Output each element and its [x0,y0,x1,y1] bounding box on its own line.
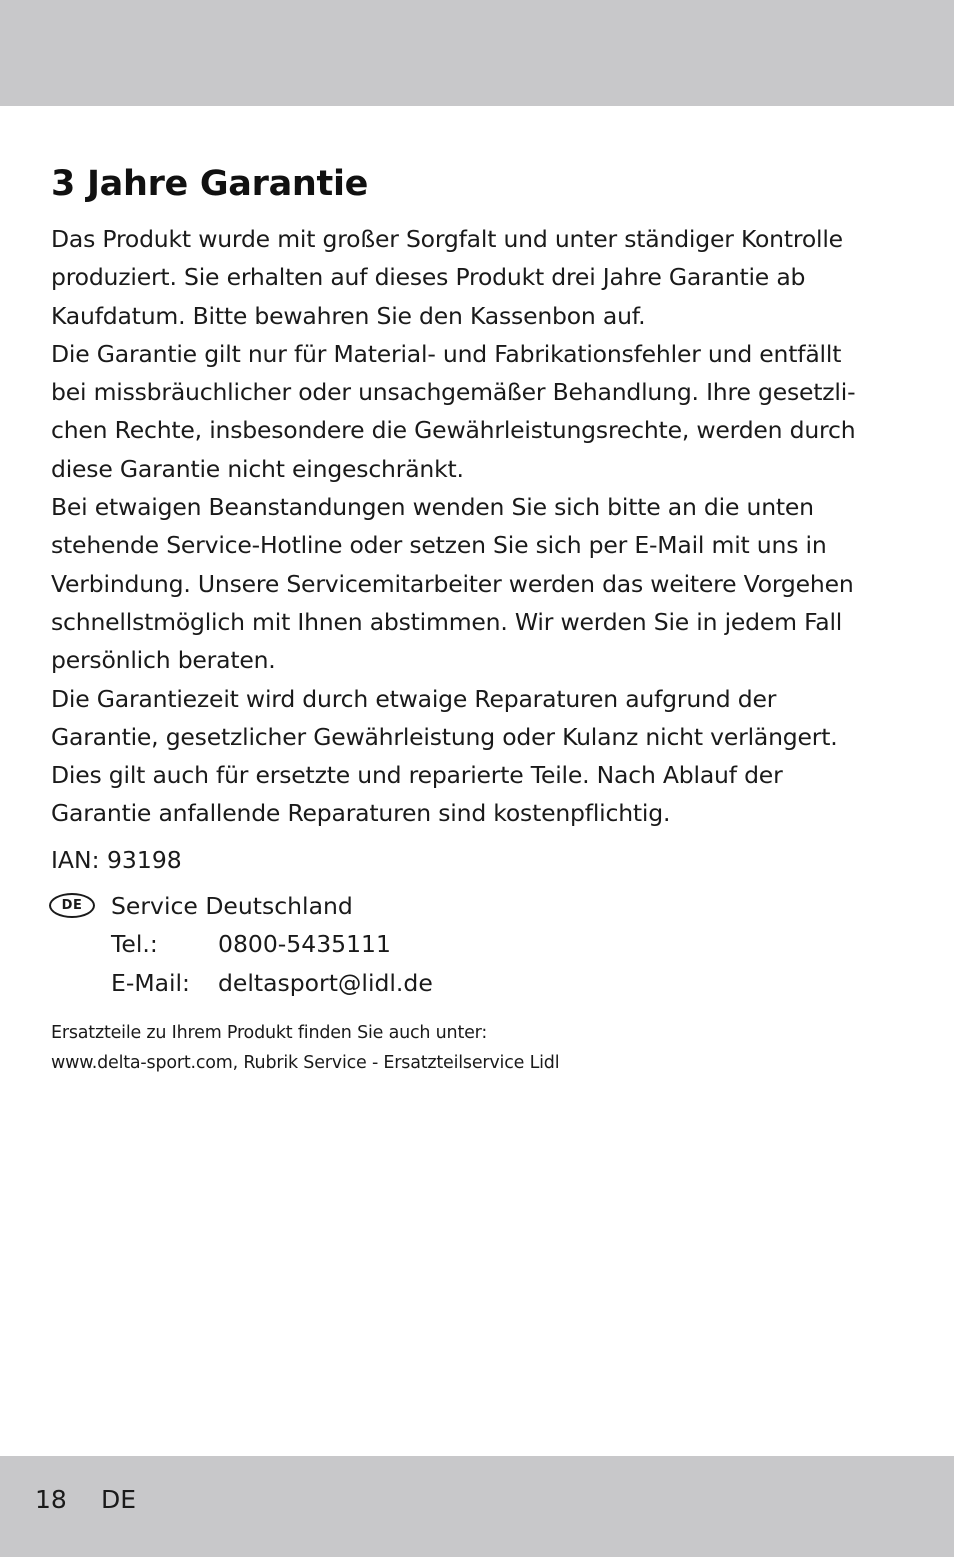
service-block [51,887,921,1002]
page-title: 3 Jahre Garantie [51,164,369,204]
warranty-section [51,158,921,1078]
email-value: deltasport@lidl.de [218,968,433,997]
spare-parts-line-2: www.delta-sport.com, Rubrik Service - Ersatzteilservice Lidl [51,1052,560,1073]
email-label: E-Mail: [111,968,190,997]
bottom-band [0,1456,954,1557]
paragraph-4: Die Garantiezeit wird durch etwaige Reparaturen aufgrund der Garantie, gesetzlicher Gewährleistung oder Kulanz nicht verlängert. Dies gilt auch für ersetzte und reparierte Teile. Nach Ablauf der Garantie anfallende Reparaturen sind kostenpflichtig. [51,684,838,828]
paragraph-1: Das Produkt wurde mit großer Sorgfalt und unter ständiger Kontrolle produziert. Sie erhalten auf dieses Produkt drei Jahre Garantie ab Kaufdatum. Bitte bewahren Sie den Kassenbon auf. [51,225,843,330]
phone-label: Tel.: [111,930,158,959]
phone-row [51,925,921,963]
email-row [51,964,921,1002]
service-title: Service Deutschland [111,892,353,921]
paragraph-3: Bei etwaigen Beanstandungen wenden Sie sich bitte an die unten stehende Service-Hotline oder setzen Sie sich per E-Mail mit uns in Verbindung. Unsere Servicemitarbeiter werden das weitere Vorgehen schnellstmöglich mit Ihnen abstimmen. Wir werden Sie in jedem Fall persönlich beraten. [51,493,854,675]
paragraph-2: Die Garantie gilt nur für Material- und Fabrikationsfehler und entfällt bei missbräuchlicher oder unsachgemäßer Behandlung. Ihre gesetzli- chen Rechte, insbesondere die Gewährleistungsrechte, werden durch diese Garantie nicht eingeschränkt. [51,339,856,483]
country-badge-icon: DE [49,893,95,918]
footer-language: DE [101,1485,137,1514]
ian-number: IAN: 93198 [51,845,182,874]
page-number: 18 [35,1485,67,1514]
top-band [0,0,954,106]
phone-value: 0800-5435111 [218,930,391,959]
page-footer [35,1483,136,1517]
spare-parts-line-1: Ersatzteile zu Ihrem Produkt finden Sie auch unter: [51,1022,488,1043]
spare-parts-note [51,1018,921,1078]
